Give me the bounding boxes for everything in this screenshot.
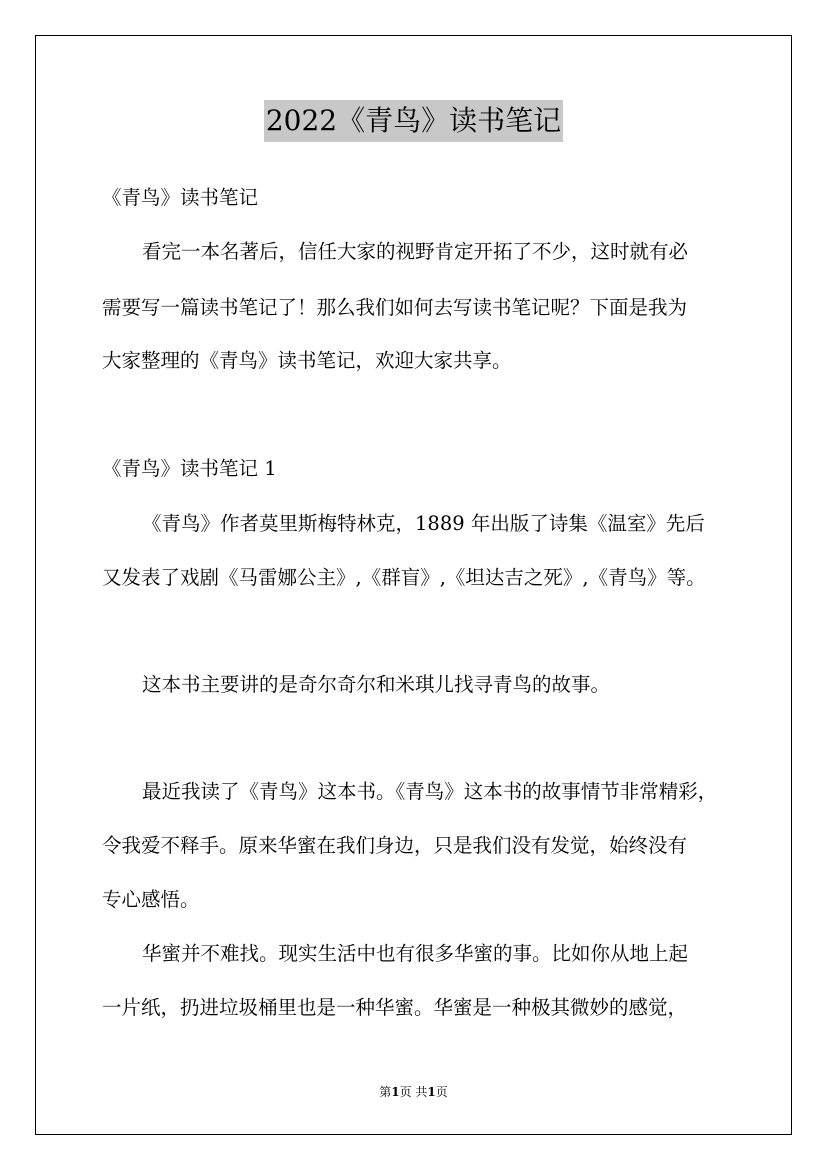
intro-line-1: 看完一本名著后，信任大家的视野肯定开拓了不少，这时就有必 bbox=[142, 240, 689, 263]
title-area bbox=[0, 100, 827, 142]
document-title: 2022《青鸟》读书笔记 bbox=[264, 100, 563, 142]
footer-mid: 页 共 bbox=[399, 1085, 428, 1099]
page-footer bbox=[0, 1083, 827, 1100]
footer-suffix: 页 bbox=[435, 1085, 448, 1099]
para3-line-3: 专心感悟。 bbox=[102, 888, 200, 911]
intro-line-3: 大家整理的《青鸟》读书笔记，欢迎大家共享。 bbox=[102, 349, 512, 372]
para1-line-2: 又发表了戏剧《马雷娜公主》,《群盲》,《坦达吉之死》,《青鸟》等。 bbox=[102, 566, 706, 589]
subtitle: 《青鸟》读书笔记 bbox=[102, 186, 259, 209]
para3-line-2: 令我爱不释手。原来华蜜在我们身边，只是我们没有发觉，始终没有 bbox=[102, 834, 688, 857]
intro-line-2: 需要写一篇读书笔记了！那么我们如何去写读书笔记呢？下面是我为 bbox=[102, 296, 688, 319]
footer-prefix: 第 bbox=[379, 1085, 392, 1099]
para2-line-1: 这本书主要讲的是奇尔奇尔和米琪儿找寻青鸟的故事。 bbox=[142, 673, 611, 696]
footer-page-total: 1 bbox=[427, 1085, 436, 1099]
para3-line-1: 最近我读了《青鸟》这本书。《青鸟》这本书的故事情节非常精彩， bbox=[142, 780, 718, 803]
para4-line-1: 华蜜并不难找。现实生活中也有很多华蜜的事。比如你从地上起 bbox=[142, 942, 689, 965]
para1-line-1: 《青鸟》作者莫里斯梅特林克，1889 年出版了诗集《温室》先后 bbox=[142, 512, 705, 535]
footer-page-current: 1 bbox=[391, 1085, 400, 1099]
para4-line-2: 一片纸，扔进垃圾桶里也是一种华蜜。华蜜是一种极其微妙的感觉， bbox=[102, 996, 688, 1019]
section-heading: 《青鸟》读书笔记 1 bbox=[102, 457, 277, 480]
